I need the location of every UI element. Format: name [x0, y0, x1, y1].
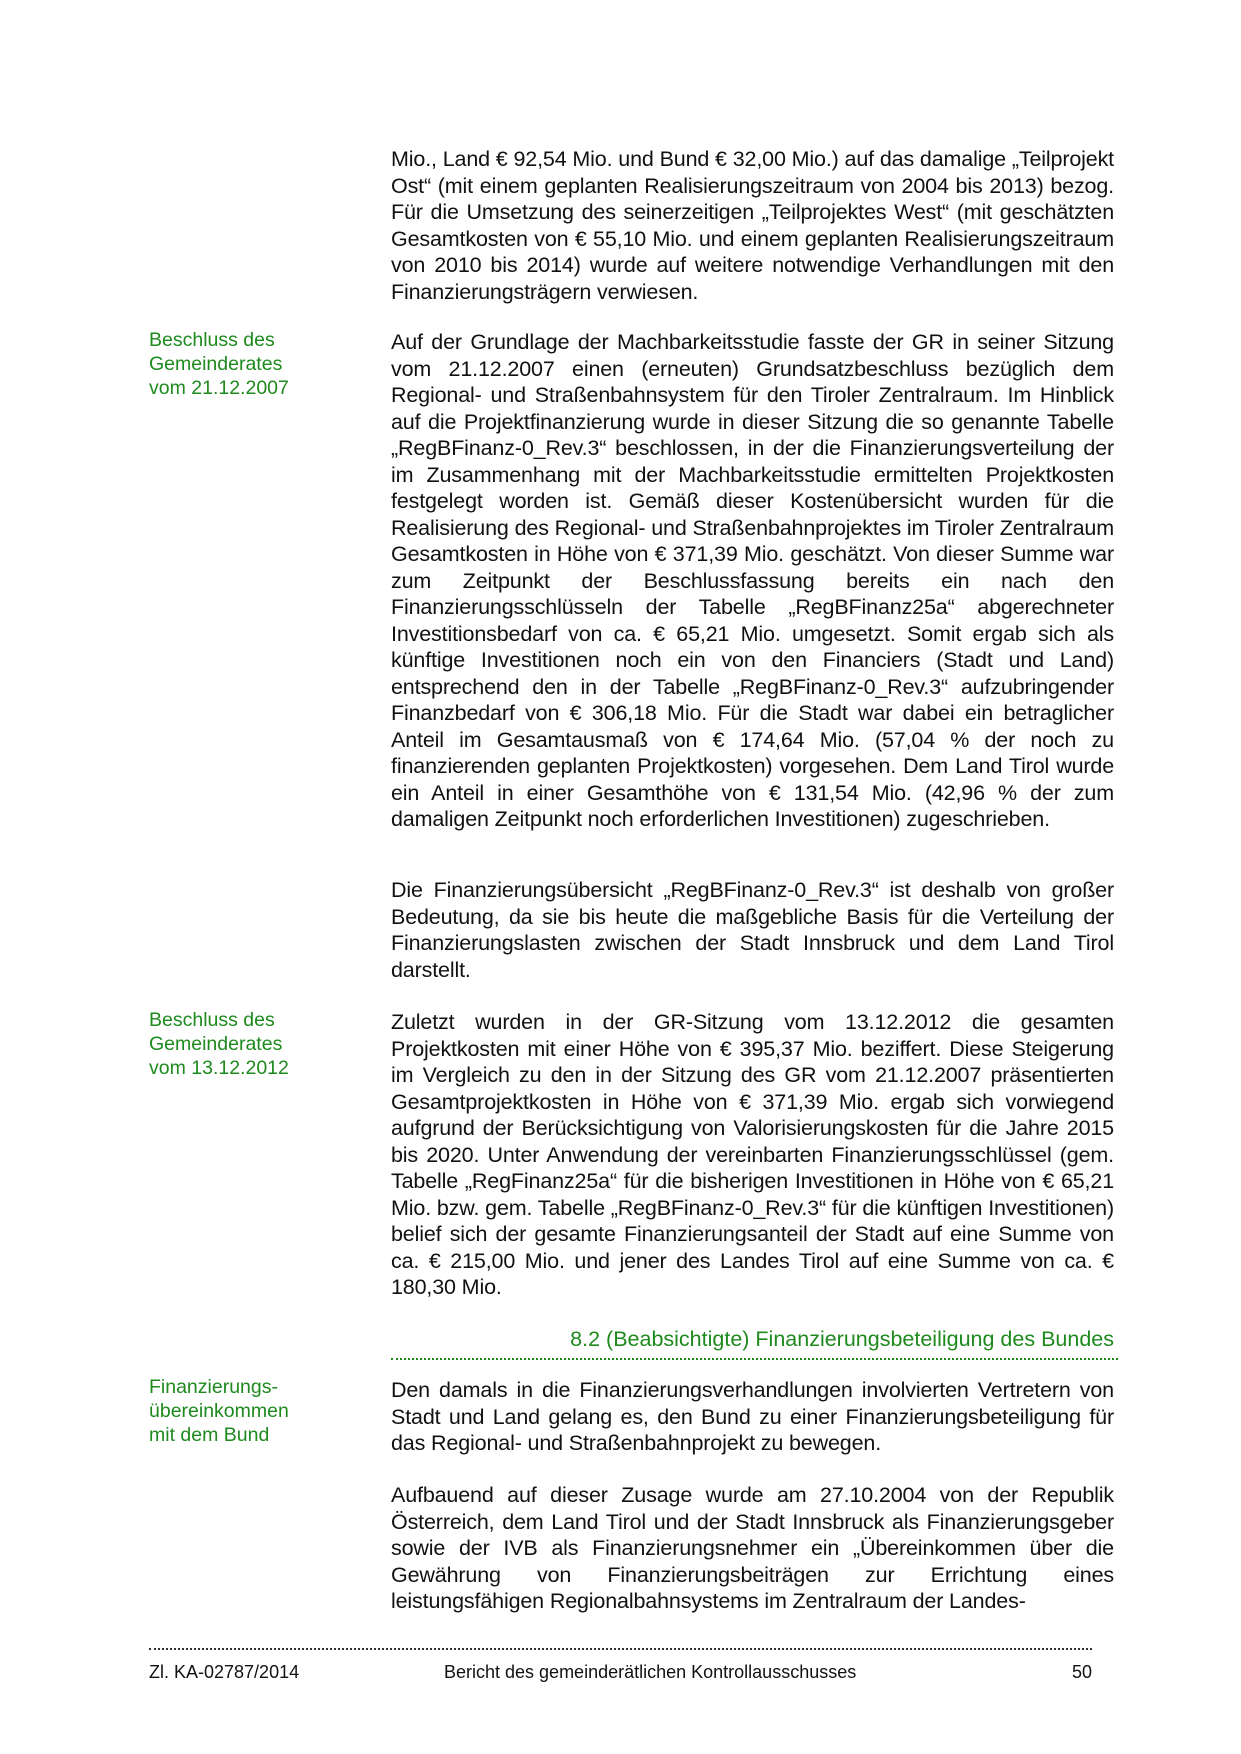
paragraph-block-3	[391, 877, 1114, 983]
body-paragraph: Auf der Grundlage der Machbarkeitsstudie fasste der GR in seiner Sitzung vom 21.12.2007 einen (erneuten) Grundsatzbeschluss bezüglich dem Regional- und Straßenbahnsystem für den Tiroler Zentralraum. Im Hinblick auf die Projektfinanzierung wurde in dieser Sitzung die so genannte Tabelle „RegBFinanz-0_Rev.3“ beschlossen, in der die Finanzierungsverteilung der im Zusammenhang mit der Machbarkeitsstudie ermittelten Projektkosten festgelegt worden ist. Gemäß dieser Kostenübersicht wurden für die Realisierung des Regional- und Straßenbahnprojektes im Tiroler Zentralraum Gesamtkosten in Höhe von € 371,39 Mio. geschätzt. Von dieser Summe war zum Zeitpunkt der Beschlussfassung bereits ein nach den Finanzierungsschlüsseln der Tabelle „RegBFinanz25a“ abgerechneter Investitionsbedarf von ca. € 65,21 Mio. umgesetzt. Somit ergab sich als künftige Investitionen noch ein von den Financiers (Stadt und Land) entsprechend den in der Tabelle „RegBFinanz-0_Rev.3“ aufzubringender Finanzbedarf von € 306,18 Mio. Für die Stadt war dabei ein betraglicher Anteil im Gesamtausmaß von € 174,64 Mio. (57,04 % der noch zu finanzierenden geplanten Projektkosten) vorgesehen. Dem Land Tirol wurde ein Anteil in einer Gesamthöhe von € 131,54 Mio. (42,96 % der zum damaligen Zeitpunkt noch erforderlichen Investitionen) zugeschrieben.	[391, 330, 1114, 831]
margin-note-beschluss-2007	[149, 328, 369, 400]
margin-note-line: Gemeinderates	[149, 353, 283, 375]
margin-note-beschluss-2012	[149, 1008, 369, 1080]
paragraph-block-6	[391, 1482, 1114, 1615]
margin-note-line: vom 13.12.2012	[149, 1057, 289, 1079]
footer-title: Bericht des gemeinderätlichen Kontrollausschusses	[444, 1662, 857, 1682]
paragraph-block-2	[391, 329, 1114, 833]
paragraph-block-4	[391, 1009, 1114, 1301]
paragraph-block-1	[391, 146, 1114, 305]
margin-note-line: Finanzierungs-	[149, 1376, 278, 1398]
body-paragraph: Mio., Land € 92,54 Mio. und Bund € 32,00 Mio.) auf das damalige „Teilprojekt Ost“ (mit einem geplanten Realisierungszeitraum von 2004 bis 2013) bezog. Für die Umsetzung des seinerzeitigen „Teilprojektes West“ (mit geschätzten Gesamtkosten von € 55,10 Mio. und einem geplanten Realisierungszeitraum von 2010 bis 2014) wurde auf weitere notwendige Verhandlungen mit den Finanzierungsträgern verwiesen.	[391, 147, 1114, 304]
body-paragraph: Die Finanzierungsübersicht „RegBFinanz-0_Rev.3“ ist deshalb von großer Bedeutung, da sie bis heute die maßgebliche Basis für die Verteilung der Finanzierungslasten zwischen der Stadt Innsbruck und dem Land Tirol darstellt.	[391, 878, 1114, 982]
margin-note-line: vom 21.12.2007	[149, 377, 289, 399]
body-paragraph: Aufbauend auf dieser Zusage wurde am 27.10.2004 von der Republik Österreich, dem Land Tirol und der Stadt Innsbruck als Finanzierungsgeber sowie der IVB als Finanzierungsnehmer ein „Übereinkommen über die Gewährung von Finanzierungsbeiträgen zur Errichtung eines leistungsfähigen Regionalbahnsystems im Zentralraum der Landes-	[391, 1483, 1114, 1613]
margin-note-line: mit dem Bund	[149, 1424, 270, 1446]
margin-note-line: Beschluss des	[149, 1009, 275, 1031]
margin-note-line: übereinkommen	[149, 1400, 289, 1422]
margin-note-finanzierungsuebereinkommen	[149, 1375, 369, 1447]
footer-reference: Zl. KA-02787/2014	[149, 1662, 300, 1682]
page-number: 50	[1071, 1662, 1092, 1682]
section-heading: 8.2 (Beabsichtigte) Finanzierungsbeteiligung des Bundes	[570, 1327, 1114, 1351]
body-paragraph: Den damals in die Finanzierungsverhandlungen involvierten Vertretern von Stadt und Land gelang es, den Bund zu einer Finanzierungsbeteiligung für das Regional- und Straßenbahnprojekt zu bewegen.	[391, 1378, 1114, 1455]
footer-divider	[149, 1648, 1092, 1650]
margin-note-line: Gemeinderates	[149, 1033, 283, 1055]
body-paragraph: Zuletzt wurden in der GR-Sitzung vom 13.12.2012 die gesamten Projektkosten mit einer Höhe von € 395,37 Mio. beziffert. Diese Steigerung im Vergleich zu den in der Sitzung des GR vom 21.12.2007 präsentierten Gesamtprojektkosten in Höhe von € 371,39 Mio. ergab sich vorwiegend aufgrund der Berücksichtigung von Valorisierungskosten für die Jahre 2015 bis 2020. Unter Anwendung der vereinbarten Finanzierungsschlüssel (gem. Tabelle „RegFinanz25a“ für die bisherigen Investitionen in Höhe von € 65,21 Mio. bzw. gem. Tabelle „RegBFinanz-0_Rev.3“ für die künftigen Investitionen) belief sich der gesamte Finanzierungsanteil der Stadt auf eine Summe von ca. € 215,00 Mio. und jener des Landes Tirol auf eine Summe von ca. € 180,30 Mio.	[391, 1010, 1114, 1299]
paragraph-block-5	[391, 1377, 1114, 1457]
section-divider	[391, 1358, 1118, 1360]
margin-note-line: Beschluss des	[149, 329, 275, 351]
